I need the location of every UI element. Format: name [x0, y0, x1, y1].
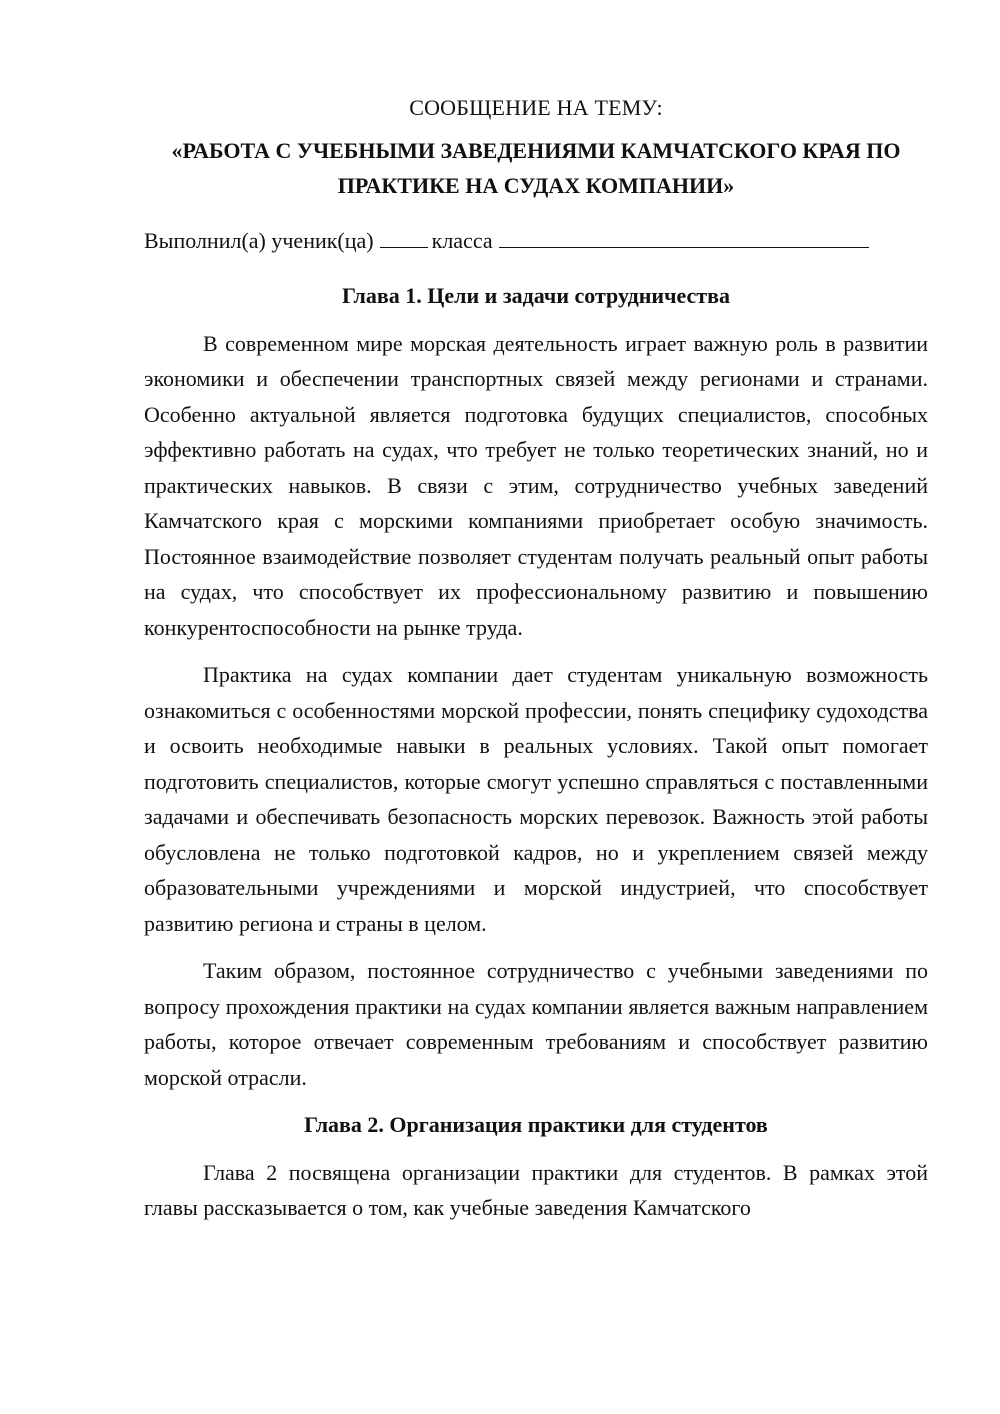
author-line [144, 223, 928, 259]
grade-blank-field[interactable] [380, 225, 428, 248]
chapter-2-paragraph: Глава 2 посвящена организации практики для студентов. В рамках этой главы рассказывается о том, как учебные заведения Камчатского [144, 1159, 928, 1220]
topic-label: СООБЩЕНИЕ НА ТЕМУ: [409, 95, 663, 120]
name-blank-field[interactable] [499, 225, 869, 248]
class-label: класса [431, 227, 493, 253]
chapter-2-heading: Глава 2. Организация практики для студентов [304, 1112, 768, 1137]
chapter-1-paragraph: В современном мире морская деятельность играет важную роль в развитии экономики и обеспечении транспортных связей между регионами и странами. Особенно актуальной является подготовка будущих специалистов, способных эффективно работать на судах, что требует не только теоретических знаний, но и практических навыков. В связи с этим, сотрудничество учебных заведений Камчатского края с морскими компаниями приобретает особую значимость. Постоянное взаимодействие позволяет студентам получать реальный опыт работы на судах, что способствует их профессиональному развитию и повышению конкурентоспособности на рынке труда. [144, 330, 928, 640]
author-prefix: Выполнил(а) ученик(ца) [144, 227, 374, 253]
chapter-1-heading: Глава 1. Цели и задачи сотрудничества [342, 283, 730, 308]
document-title: «РАБОТА С УЧЕБНЫМИ ЗАВЕДЕНИЯМИ КАМЧАТСКОГО КРАЯ ПО ПРАКТИКЕ НА СУДАХ КОМПАНИИ» [171, 137, 901, 198]
document-page [144, 90, 928, 1226]
chapter-1-paragraph: Практика на судах компании дает студентам уникальную возможность ознакомиться с особенностями морской профессии, понять специфику судоходства и освоить необходимые навыки в реальных условиях. Такой опыт помогает подготовить специалистов, которые смогут успешно справляться с поставленными задачами и обеспечивать безопасность морских перевозок. Важность этой работы обусловлена не только подготовкой кадров, но и укреплением связей между образовательными учреждениями и морской индустрией, что способствует развитию региона и страны в целом. [144, 662, 928, 936]
chapter-1-paragraph: Таким образом, постоянное сотрудничество с учебными заведениями по вопросу прохождения практики на судах компании является важным направлением работы, которое отвечает современным требованиям и способствует развитию морской отрасли. [144, 958, 928, 1090]
